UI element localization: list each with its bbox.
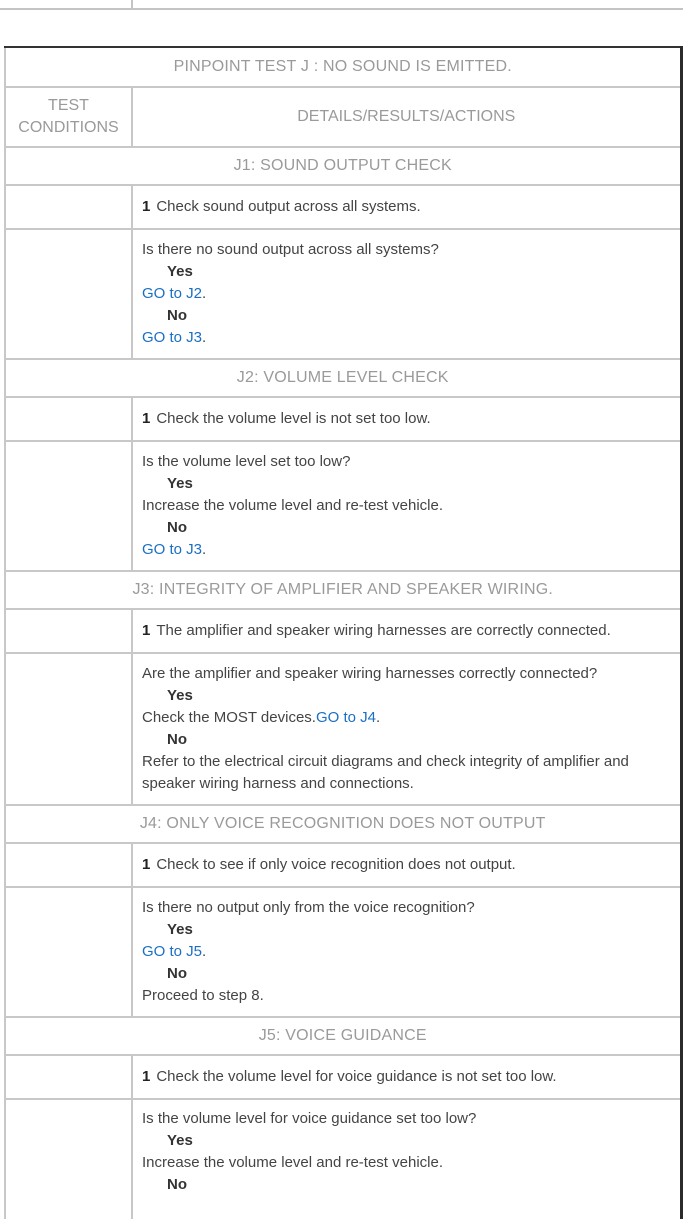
- conditions-cell: [5, 397, 132, 441]
- conditions-cell: [5, 229, 132, 359]
- period: .: [202, 285, 207, 302]
- question-text: Is the volume level set too low?: [142, 453, 351, 470]
- period: .: [202, 943, 207, 960]
- yes-label: Yes: [167, 475, 193, 492]
- yes-action: Increase the volume level and re-test vehicle.: [142, 497, 443, 514]
- section-heading-j5: J5: VOICE GUIDANCE: [5, 1017, 681, 1055]
- question-cell: [132, 441, 681, 571]
- step-text: Check the volume level is not set too low.: [156, 410, 431, 427]
- question-text: Are the amplifier and speaker wiring harnesses correctly connected?: [142, 665, 598, 682]
- no-label: No: [167, 307, 187, 324]
- pinpoint-test-table: [4, 46, 683, 1219]
- step-cell: [132, 609, 681, 653]
- conditions-cell: [5, 1099, 132, 1219]
- yes-label: Yes: [167, 1132, 193, 1149]
- yes-action: Increase the volume level and re-test vehicle.: [142, 1154, 443, 1171]
- step-cell: [132, 397, 681, 441]
- question-text: Is there no sound output across all systems?: [142, 241, 439, 258]
- goto-j3-link[interactable]: GO to J3: [142, 541, 203, 558]
- yes-label: Yes: [167, 921, 193, 938]
- divider: [131, 0, 133, 9]
- step-cell: [132, 185, 681, 229]
- question-cell: [132, 229, 681, 359]
- no-label: No: [167, 519, 187, 536]
- step-number: 1: [142, 410, 151, 427]
- step-text: The amplifier and speaker wiring harnesses are correctly connected.: [156, 622, 611, 639]
- step-text: Check sound output across all systems.: [156, 198, 421, 215]
- period: .: [202, 541, 207, 558]
- table-title: PINPOINT TEST J : NO SOUND IS EMITTED.: [5, 47, 681, 87]
- goto-j2-link[interactable]: GO to J2: [142, 285, 203, 302]
- question-cell: [132, 1099, 681, 1219]
- conditions-cell: [5, 441, 132, 571]
- column-header-conditions: TEST CONDITIONS: [5, 87, 132, 147]
- no-label: No: [167, 731, 187, 748]
- section-heading-j2: J2: VOLUME LEVEL CHECK: [5, 359, 681, 397]
- divider: [0, 8, 683, 10]
- question-text: Is there no output only from the voice recognition?: [142, 899, 475, 916]
- question-cell: [132, 653, 681, 805]
- goto-j3-link[interactable]: GO to J3: [142, 329, 203, 346]
- column-header-details: DETAILS/RESULTS/ACTIONS: [132, 87, 681, 147]
- step-text: Check the volume level for voice guidance is not set too low.: [156, 1068, 557, 1085]
- no-label: No: [167, 1176, 187, 1193]
- conditions-cell: [5, 653, 132, 805]
- step-number: 1: [142, 198, 151, 215]
- step-cell: [132, 1055, 681, 1099]
- conditions-cell: [5, 1055, 132, 1099]
- step-number: 1: [142, 856, 151, 873]
- goto-j4-link[interactable]: GO to J4: [315, 709, 376, 726]
- no-action: Proceed to step 8.: [142, 987, 264, 1004]
- goto-j5-link[interactable]: GO to J5: [142, 943, 203, 960]
- yes-label: Yes: [167, 687, 193, 704]
- step-number: 1: [142, 1068, 151, 1085]
- step-text: Check to see if only voice recognition does not output.: [156, 856, 516, 873]
- period: .: [376, 709, 381, 726]
- section-heading-j4: J4: ONLY VOICE RECOGNITION DOES NOT OUTPUT: [5, 805, 681, 843]
- no-action: Refer to the electrical circuit diagrams and check integrity of amplifier and speaker wiring harness and connections.: [142, 753, 629, 792]
- section-heading-j3: J3: INTEGRITY OF AMPLIFIER AND SPEAKER WIRING.: [5, 571, 681, 609]
- section-heading-j1: J1: SOUND OUTPUT CHECK: [5, 147, 681, 185]
- period: .: [202, 329, 207, 346]
- question-text: Is the volume level for voice guidance set too low?: [142, 1110, 477, 1127]
- conditions-cell: [5, 609, 132, 653]
- step-number: 1: [142, 622, 151, 639]
- conditions-cell: [5, 843, 132, 887]
- yes-action: Check the MOST devices.: [142, 709, 316, 726]
- yes-label: Yes: [167, 263, 193, 280]
- step-cell: [132, 843, 681, 887]
- conditions-cell: [5, 185, 132, 229]
- previous-table-stub: [0, 0, 683, 10]
- conditions-cell: [5, 887, 132, 1017]
- no-label: No: [167, 965, 187, 982]
- question-cell: [132, 887, 681, 1017]
